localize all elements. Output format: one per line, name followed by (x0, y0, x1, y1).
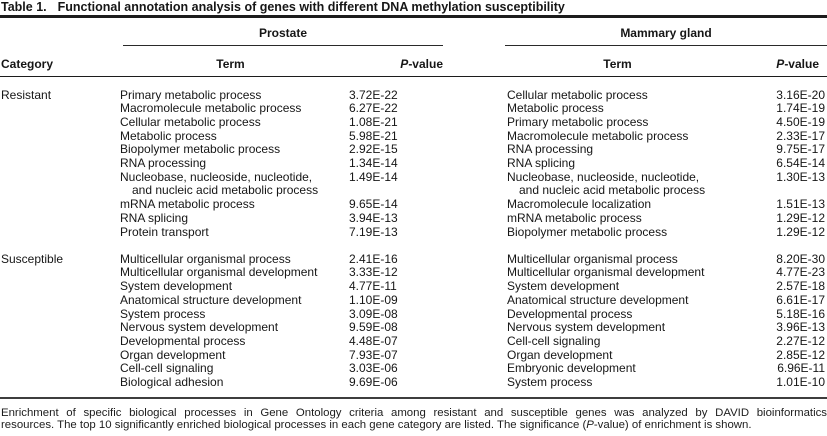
prostate-pvalue-cell: 2.92E-15 (349, 143, 398, 157)
table-row (0, 349, 827, 363)
column-gap (443, 376, 505, 390)
prostate-pvalue-cell: 9.59E-08 (349, 321, 398, 335)
category-cell (0, 143, 118, 157)
prostate-term-cell: Multicellular organismal development (120, 266, 318, 280)
column-gap (443, 71, 505, 76)
pvalue-italic-p: P (776, 56, 785, 71)
category-cell (0, 280, 118, 294)
mammary-term-cell: and nucleic acid metabolic process (519, 184, 706, 198)
column-gap (443, 116, 505, 130)
prostate-pvalue-cell: 4.77E-11 (349, 280, 397, 294)
table-title (0, 0, 827, 15)
column-header-term-mammary: Term (603, 56, 632, 71)
footnote-line-1: Enrichment of specific biological processes in Gene Ontology criteria among resistant and susceptible genes was analyzed by DAVID bioinformatics (1, 406, 827, 419)
mammary-pvalue-cell: 4.50E-19 (776, 115, 825, 129)
table-caption: Functional annotation analysis of genes with different DNA methylation susceptibility (57, 0, 565, 14)
category-cell (0, 198, 118, 212)
prostate-pvalue-cell: 7.19E-13 (349, 225, 398, 239)
column-gap (443, 102, 505, 116)
prostate-term-cell: Primary metabolic process (120, 88, 262, 102)
table-row (0, 266, 827, 280)
table-number: Table 1. (1, 0, 47, 14)
table-row (0, 212, 827, 226)
prostate-pvalue-cell: 2.41E-16 (349, 252, 398, 266)
table-row (0, 253, 827, 267)
category-cell: Susceptible (1, 252, 64, 266)
column-header-row (0, 46, 827, 77)
prostate-pvalue-cell: 3.09E-08 (349, 307, 398, 321)
prostate-term-cell: Macromolecule metabolic process (120, 102, 302, 116)
category-cell (0, 226, 118, 240)
table-row (0, 89, 827, 103)
column-gap (443, 280, 505, 294)
category-cell (0, 130, 118, 144)
prostate-term-cell: Nucleobase, nucleoside, nucleotide, (120, 170, 313, 184)
prostate-term-cell: Protein transport (120, 225, 209, 239)
column-gap (443, 226, 505, 240)
mammary-pvalue-cell: 5.18E-16 (776, 307, 825, 321)
mammary-pvalue-cell: 2.57E-18 (776, 280, 825, 294)
table-section (0, 253, 827, 390)
table-row (0, 171, 827, 185)
column-gap (443, 266, 505, 280)
group-header-prostate: Prostate (123, 26, 443, 46)
prostate-term-cell: Multicellular organismal process (120, 252, 291, 266)
mammary-term-cell: mRNA metabolic process (507, 211, 642, 225)
column-gap (443, 157, 505, 171)
mammary-term-cell: Organ development (507, 348, 613, 362)
table-row (0, 184, 827, 198)
prostate-term-cell: RNA processing (120, 157, 207, 171)
title-rule (0, 15, 827, 18)
category-cell: Resistant (1, 88, 52, 102)
mammary-pvalue-cell: 6.96E-11 (777, 362, 825, 376)
footnote-italic-p: P (586, 418, 594, 431)
mammary-term-cell: Multicellular organismal development (507, 266, 705, 280)
category-cell (0, 266, 118, 280)
footnote-line-2 (1, 419, 827, 431)
category-cell (0, 335, 118, 349)
prostate-term-cell: Anatomical structure development (120, 293, 302, 307)
pvalue-suffix: -value (784, 56, 819, 71)
prostate-pvalue-cell (343, 184, 443, 198)
mammary-pvalue-cell: 1.01E-10 (776, 376, 825, 390)
mammary-pvalue-cell: 2.85E-12 (776, 348, 825, 362)
group-header-mammary: Mammary gland (505, 26, 827, 46)
column-header-category: Category (1, 56, 54, 71)
mammary-term-cell: System process (507, 376, 593, 390)
prostate-pvalue-cell: 1.08E-21 (349, 115, 398, 129)
footnote-line-2-pre: resources. The top 10 significantly enriched biological processes in each gene category are listed. The significance ( (1, 418, 587, 431)
prostate-pvalue-cell: 1.34E-14 (349, 157, 398, 171)
mammary-term-cell: Cell-cell signaling (507, 334, 601, 348)
mammary-pvalue-cell: 3.96E-13 (776, 321, 825, 335)
table-footnote (0, 407, 827, 431)
prostate-pvalue-cell: 3.03E-06 (349, 362, 398, 376)
mammary-term-cell: Nucleobase, nucleoside, nucleotide, (507, 170, 700, 184)
prostate-term-cell: Biological adhesion (120, 376, 224, 390)
table-row (0, 102, 827, 116)
column-gap (443, 253, 505, 267)
prostate-pvalue-cell: 4.48E-07 (349, 334, 398, 348)
mammary-pvalue-cell (730, 184, 827, 198)
column-gap (443, 143, 505, 157)
mammary-pvalue-cell: 1.74E-19 (776, 102, 825, 116)
mammary-term-cell: Developmental process (507, 307, 633, 321)
prostate-pvalue-cell: 3.94E-13 (349, 211, 398, 225)
table-row (0, 226, 827, 240)
prostate-pvalue-cell: 1.10E-09 (349, 293, 398, 307)
category-cell (0, 321, 118, 335)
prostate-term-cell: mRNA metabolic process (120, 198, 255, 212)
mammary-pvalue-cell: 9.75E-17 (776, 143, 825, 157)
mammary-term-cell: Multicellular organismal process (507, 252, 678, 266)
group-header-row (0, 26, 827, 46)
table-body (0, 77, 827, 390)
category-cell (0, 362, 118, 376)
table-row (0, 280, 827, 294)
prostate-pvalue-cell: 1.49E-14 (349, 170, 398, 184)
column-gap (443, 335, 505, 349)
column-header-pvalue-mammary (730, 57, 827, 76)
prostate-term-cell: Cellular metabolic process (120, 115, 261, 129)
category-cell (0, 116, 118, 130)
category-cell (0, 349, 118, 363)
table-row (0, 362, 827, 376)
mammary-pvalue-cell: 3.16E-20 (776, 88, 825, 102)
mammary-pvalue-cell: 1.29E-12 (776, 225, 825, 239)
prostate-pvalue-cell: 6.27E-22 (349, 102, 398, 116)
footnote-line-2-post: -value) of enrichment is shown. (593, 418, 752, 431)
table-section (0, 89, 827, 240)
category-cell (0, 308, 118, 322)
prostate-term-cell: Nervous system development (120, 321, 279, 335)
category-cell (0, 102, 118, 116)
table-row (0, 376, 827, 390)
mammary-term-cell: Metabolic process (507, 102, 604, 116)
mammary-pvalue-cell: 1.51E-13 (776, 198, 825, 212)
table-row (0, 308, 827, 322)
column-gap (443, 321, 505, 335)
prostate-term-cell: Developmental process (120, 334, 246, 348)
prostate-pvalue-cell: 3.33E-12 (349, 266, 398, 280)
category-cell (0, 294, 118, 308)
prostate-pvalue-cell: 7.93E-07 (349, 348, 398, 362)
column-header-term-prostate: Term (216, 56, 245, 71)
category-cell (0, 171, 118, 185)
table-row (0, 130, 827, 144)
column-gap (443, 184, 505, 198)
column-gap (443, 171, 505, 185)
prostate-pvalue-cell: 9.65E-14 (349, 198, 398, 212)
table-row (0, 321, 827, 335)
table-row (0, 198, 827, 212)
mammary-term-cell: RNA processing (507, 143, 594, 157)
prostate-term-cell: System process (120, 307, 206, 321)
mammary-term-cell: System development (507, 280, 620, 294)
mammary-pvalue-cell: 1.30E-13 (776, 170, 825, 184)
prostate-term-cell: Cell-cell signaling (120, 362, 214, 376)
column-header-pvalue-prostate (343, 57, 443, 76)
category-cell (0, 184, 118, 198)
prostate-pvalue-cell: 5.98E-21 (349, 129, 398, 143)
mammary-pvalue-cell: 8.20E-30 (776, 252, 825, 266)
mammary-pvalue-cell: 4.77E-23 (776, 266, 825, 280)
mammary-term-cell: Macromolecule localization (507, 198, 652, 212)
category-cell (0, 212, 118, 226)
mammary-term-cell: Cellular metabolic process (507, 88, 648, 102)
category-cell (0, 157, 118, 171)
mammary-term-cell: Anatomical structure development (507, 293, 689, 307)
column-gap (443, 198, 505, 212)
table-row (0, 143, 827, 157)
prostate-term-cell: System development (120, 280, 233, 294)
table-bottom-rule (0, 397, 827, 399)
mammary-term-cell: Biopolymer metabolic process (507, 225, 668, 239)
column-gap (443, 294, 505, 308)
column-gap (443, 89, 505, 103)
prostate-pvalue-cell: 3.72E-22 (349, 88, 398, 102)
prostate-term-cell: Organ development (120, 348, 226, 362)
table-row (0, 294, 827, 308)
mammary-term-cell: RNA splicing (507, 157, 576, 171)
column-gap (443, 349, 505, 363)
prostate-pvalue-cell: 9.69E-06 (349, 376, 398, 390)
column-gap (443, 130, 505, 144)
table-row (0, 116, 827, 130)
mammary-pvalue-cell: 2.27E-12 (776, 334, 825, 348)
prostate-term-cell: and nucleic acid metabolic process (132, 184, 319, 198)
pvalue-suffix: -value (408, 56, 443, 71)
mammary-pvalue-cell: 2.33E-17 (776, 129, 825, 143)
mammary-term-cell: Primary metabolic process (507, 115, 649, 129)
table-row (0, 157, 827, 171)
category-cell (0, 376, 118, 390)
mammary-term-cell: Nervous system development (507, 321, 666, 335)
prostate-term-cell: Biopolymer metabolic process (120, 143, 281, 157)
mammary-term-cell: Embryonic development (507, 362, 636, 376)
mammary-term-cell: Macromolecule metabolic process (507, 129, 689, 143)
column-gap (443, 362, 505, 376)
prostate-term-cell: RNA splicing (120, 211, 189, 225)
mammary-pvalue-cell: 1.29E-12 (776, 211, 825, 225)
mammary-pvalue-cell: 6.54E-14 (776, 157, 825, 171)
mammary-pvalue-cell: 6.61E-17 (776, 293, 825, 307)
column-gap (443, 212, 505, 226)
prostate-term-cell: Metabolic process (120, 129, 217, 143)
pvalue-italic-p: P (400, 56, 409, 71)
table-row (0, 335, 827, 349)
column-gap (443, 308, 505, 322)
